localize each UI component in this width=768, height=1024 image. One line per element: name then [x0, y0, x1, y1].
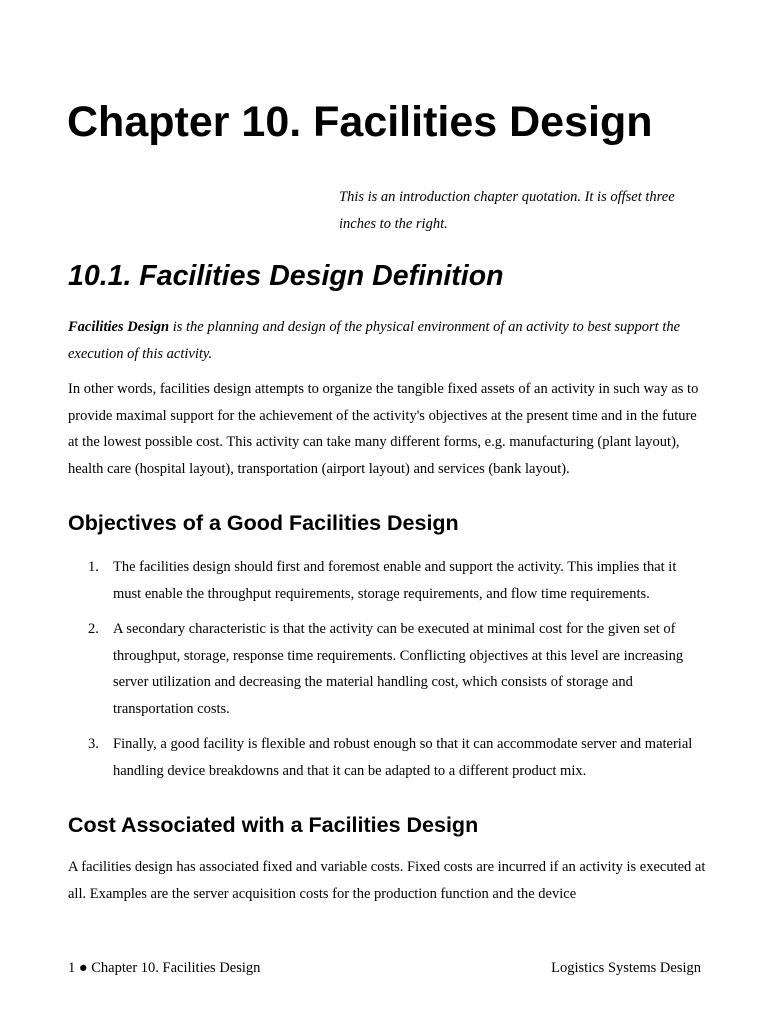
list-item-text: A secondary characteristic is that the activity can be executed at minimal cost for the given set of throughput, storage, response time requirements. Conflicting objectives at this level are increasing server utilization and decreasing the material handling cost, which consists of storage and transportation costs.: [113, 621, 684, 717]
list-item-text: The facilities design should first and foremost enable and support the activity. This implies that it must enable the throughput requirements, storage requirements, and flow time requirements.: [113, 559, 677, 602]
definition-term: Facilities Design: [68, 319, 170, 335]
explanation-paragraph: In other words, facilities design attempts to organize the tangible fixed assets of an activity in such way as to provide maximal support for the achievement of the activity's objectives at the present time and in the future at the lowest possible cost. This activity can take many different forms, e.g. manufacturing (plant layout), health care (hospital layout), transportation (airport layout) and services (bank layout).: [68, 381, 699, 477]
chapter-quotation: This is an introduction chapter quotation. It is offset three inches to the right.: [339, 189, 675, 232]
list-item-text: Finally, a good facility is flexible and robust enough so that it can accommodate server and material handling device breakdowns and that it can be adapted to a different product mix.: [113, 736, 693, 779]
objectives-heading: Objectives of a Good Facilities Design: [68, 511, 459, 535]
list-item: [68, 554, 708, 607]
section-heading: 10.1. Facilities Design Definition: [68, 260, 504, 292]
definition-text: is the planning and design of the physical environment of an activity to best support the execution of this activity.: [68, 319, 681, 362]
list-item-number: 3.: [88, 736, 99, 752]
footer-left: 1 ● Chapter 10. Facilities Design: [68, 960, 261, 976]
definition-paragraph: [68, 314, 708, 367]
list-item-number: 1.: [88, 559, 99, 575]
footer-right: Logistics Systems Design: [551, 960, 701, 976]
list-item: [68, 616, 708, 722]
chapter-title: Chapter 10. Facilities Design: [67, 98, 653, 146]
cost-paragraph: A facilities design has associated fixed and variable costs. Fixed costs are incurred if an activity is executed at all. Examples are the server acquisition costs for the production function and the device: [68, 859, 706, 902]
list-item: [68, 731, 708, 784]
cost-heading: Cost Associated with a Facilities Design: [68, 813, 479, 837]
objectives-list: [68, 554, 708, 784]
list-item-number: 2.: [88, 621, 99, 637]
